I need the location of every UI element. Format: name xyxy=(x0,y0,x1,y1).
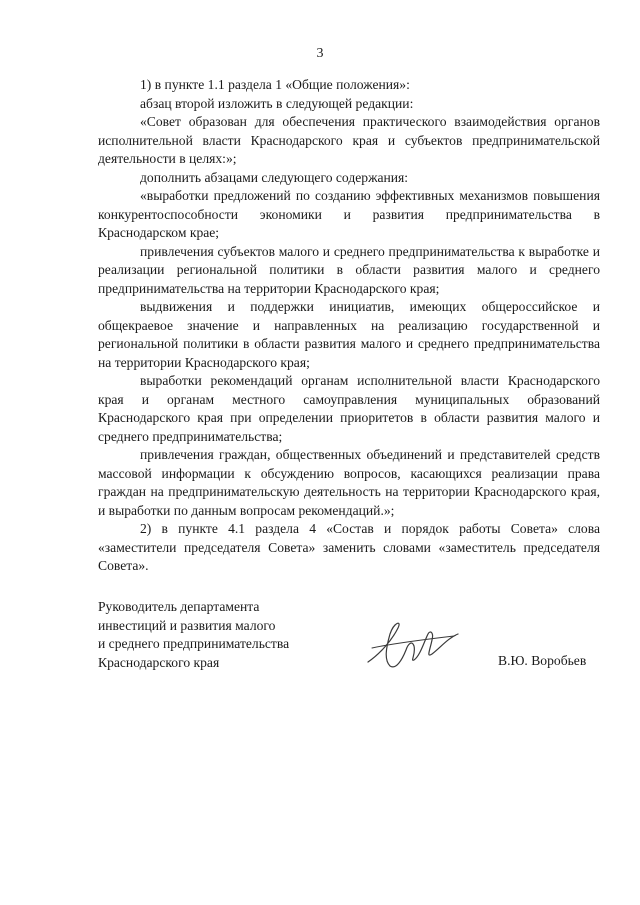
paragraph: 1) в пункте 1.1 раздела 1 «Общие положения»: xyxy=(140,77,410,92)
document-body xyxy=(98,76,600,576)
paragraph: выдвижения и поддержки инициатив, имеющих общероссийское и общекраевое значение и направленных на реализацию государственной и региональной политики в области развития малого и среднего предпринимательства на территории Краснодарского края; xyxy=(98,299,600,370)
paragraph: 2) в пункте 4.1 раздела 4 «Состав и порядок работы Совета» слова «заместители председателя Совета» заменить словами «заместитель председателя Совета». xyxy=(98,521,600,573)
position-line: и среднего предпринимательства xyxy=(98,636,290,651)
paragraph: привлечения граждан, общественных объединений и представителей средств массовой информации к обсуждению вопросов, касающихся реализации права граждан на предпринимательскую деятельность на территории Краснодарского края, и выработки по данным вопросам рекомендаций.»; xyxy=(98,447,600,518)
paragraph: выработки рекомендаций органам исполнительной власти Краснодарского края и органам местного самоуправления муниципальных образований Краснодарского края при определении приоритетов в области развития малого и среднего предпринимательства; xyxy=(98,373,600,444)
page-number: 3 xyxy=(316,46,324,61)
paragraph: «выработки предложений по созданию эффективных механизмов повышения конкурентоспособности экономики и развития предпринимательства в Краснодарском крае; xyxy=(98,188,600,240)
paragraph: «Совет образован для обеспечения практического взаимодействия органов исполнительной власти Краснодарского края и субъектов предпринимательской деятельности в целях:»; xyxy=(98,114,600,166)
paragraph: дополнить абзацами следующего содержания: xyxy=(140,169,409,185)
handwritten-signature xyxy=(350,610,470,680)
signer-name: В.Ю. Воробьев xyxy=(498,653,587,668)
position-line: Руководитель департамента xyxy=(98,599,260,614)
position-line: инвестиций и развития малого xyxy=(98,617,276,633)
paragraph: абзац второй изложить в следующей редакции: xyxy=(140,95,414,111)
paragraph: привлечения субъектов малого и среднего предпринимательства к выработке и реализации региональной политики в области развития малого и среднего предпринимательства на территории Краснодарского края; xyxy=(98,243,600,296)
position-line: Краснодарского края xyxy=(98,654,220,670)
